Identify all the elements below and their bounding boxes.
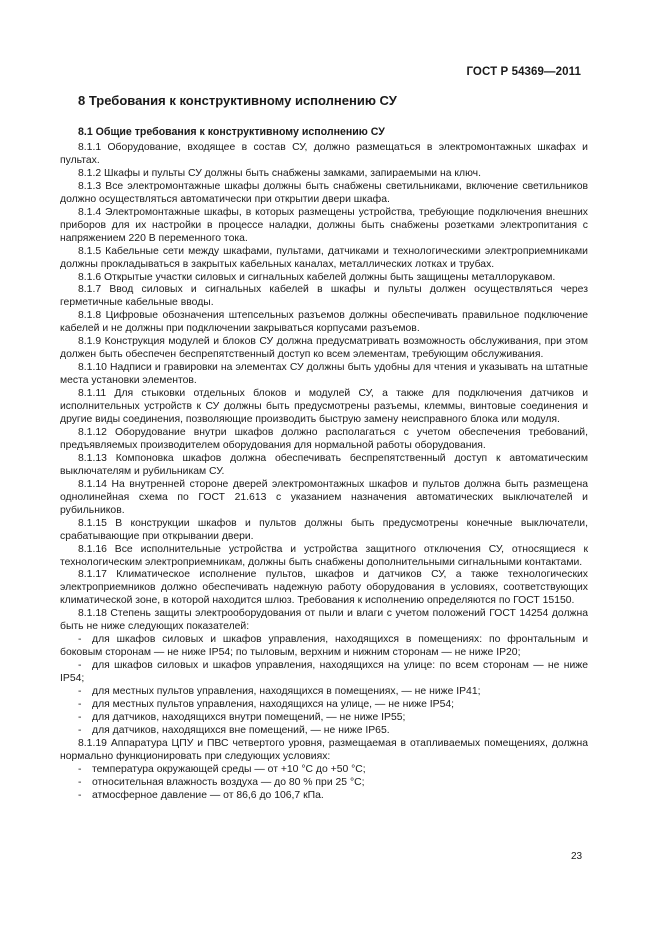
document-body — [60, 142, 588, 803]
list-item-text: для шкафов силовых и шкафов управления, находящихся на улице: по всем сторонам — не ниже IP54; — [60, 660, 588, 685]
list-item-text: для датчиков, находящихся внутри помещений, — не ниже IP55; — [92, 711, 406, 723]
paragraph-8-1-18: 8.1.18 Степень защиты электрооборудования от пыли и влаги с учетом положений ГОСТ 14254 должна быть не ниже следующих показателей: — [60, 608, 588, 633]
paragraph-8-1-3: 8.1.3 Все электромонтажные шкафы должны быть снабжены светильниками, включение светильников должно осуществляться автоматически при открытии двери шкафа. — [60, 180, 588, 205]
paragraph-8-1-11: 8.1.11 Для стыковки отдельных блоков и модулей СУ, а также для подключения датчиков и исполнительных устройств к СУ должны быть предусмотрены разъемы, клеммы, винтовые соединения и другие виды соединения, позволяющие производить быструю замену неисправного блока или модуля. — [60, 388, 588, 426]
bullet-dash: - — [78, 686, 82, 698]
list-item-text: температура окружающей среды — от +10 °С до +50 °С; — [92, 763, 366, 775]
paragraph-8-1-17: 8.1.17 Климатическое исполнение пультов, шкафов и датчиков СУ, а также технологических электроприемников должно обеспечивать надежную работу оборудования в условиях, соответствующих климатической зоне, в которой находится шлюз. Требования к исполнению определяются по ГОСТ 15150. — [60, 569, 588, 607]
paragraph-8-1-15: 8.1.15 В конструкции шкафов и пультов должны быть предусмотрены конечные выключатели, срабатывающие при открывании двери. — [60, 517, 588, 542]
bullet-dash: - — [78, 763, 82, 775]
bullet-dash: - — [78, 789, 82, 801]
paragraph-8-1-1: 8.1.1 Оборудование, входящее в состав СУ, должно размещаться в электромонтажных шкафах и пультах. — [60, 142, 588, 166]
list-item — [60, 790, 588, 803]
paragraph-8-1-2: 8.1.2 Шкафы и пульты СУ должны быть снабжены замками, запираемыми на ключ. — [78, 167, 481, 179]
paragraph-8-1-12: 8.1.12 Оборудование внутри шкафов должно располагаться с учетом обеспечения требований, предъявляемых производителем оборудования для нормальной работы оборудования. — [60, 426, 588, 451]
paragraph-8-1-5: 8.1.5 Кабельные сети между шкафами, пультами, датчиками и технологическими электроприемниками должны прокладываться в закрытых кабельных каналах, металлических лотках и трубах. — [60, 245, 588, 270]
page-number: 23 — [571, 851, 583, 862]
list-item-text: относительная влажность воздуха — до 80 % при 25 °С; — [92, 776, 365, 788]
paragraph-8-1-14: 8.1.14 На внутренней стороне дверей электромонтажных шкафов и пультов должна быть размещена однолинейная схема по ГОСТ 21.613 с указанием назначения автоматических выключателей и рубильников. — [60, 478, 588, 516]
paragraph-8-1-16: 8.1.16 Все исполнительные устройства и устройства защитного отключения СУ, относящиеся к технологическим электроприемникам, должны быть снабжены дополнительными сигнальными контактами. — [60, 543, 588, 568]
paragraph-8-1-6: 8.1.6 Открытые участки силовых и сигнальных кабелей должны быть защищены металлорукавом. — [78, 271, 556, 283]
paragraph-8-1-4: 8.1.4 Электромонтажные шкафы, в которых размещены устройства, требующие подключения внешних приборов для их настройки в процессе наладки, должны быть снабжены розетками электропитания с напряжением 220 В переменного тока. — [60, 206, 588, 244]
section-title: 8 Требования к конструктивному исполнению СУ — [78, 93, 397, 108]
paragraph-8-1-9: 8.1.9 Конструкция модулей и блоков СУ должна предусматривать возможность обслуживания, при этом должен быть обеспечен беспрепятственный доступ ко всем элементам, требующим обслуживания. — [60, 336, 588, 361]
list-item — [60, 686, 588, 699]
list-item-text: атмосферное давление — от 86,6 до 106,7 кПа. — [92, 789, 324, 801]
list-item — [60, 725, 588, 738]
paragraph-8-1-13: 8.1.13 Компоновка шкафов должна обеспечивать беспрепятственный доступ к автоматическим выключателям и рубильникам СУ. — [60, 452, 588, 477]
list-item-text: для шкафов силовых и шкафов управления, находящихся в помещениях: по фронтальным и боковым сторонам — не ниже IP54; по тыловым, верхним и нижним сторонам — не ниже IP20; — [60, 634, 588, 659]
bullet-dash: - — [78, 711, 82, 723]
bullet-dash: - — [78, 724, 82, 736]
list-item — [60, 699, 588, 712]
list-item — [60, 764, 588, 777]
paragraph-8-1-19: 8.1.19 Аппаратура ЦПУ и ПВС четвертого уровня, размещаемая в отапливаемых помещениях, должна нормально функционировать при следующих условиях: — [60, 737, 588, 762]
bullet-dash: - — [78, 698, 82, 710]
list-item-text: для местных пультов управления, находящихся в помещениях, — не ниже IP41; — [92, 686, 481, 698]
bullet-dash: - — [78, 776, 82, 788]
bullet-dash: - — [78, 660, 82, 672]
list-item — [60, 712, 588, 725]
bullet-dash: - — [78, 634, 82, 646]
paragraph-8-1-10: 8.1.10 Надписи и гравировки на элементах СУ должны быть удобны для чтения и указывать на штатные места установки элементов. — [60, 362, 588, 387]
list-item-text: для местных пультов управления, находящихся на улице, — не ниже IP54; — [92, 698, 455, 710]
list-item — [60, 634, 588, 660]
subsection-title: 8.1 Общие требования к конструктивному исполнению СУ — [78, 126, 385, 138]
standard-header: ГОСТ Р 54369—2011 — [466, 66, 581, 78]
paragraph-8-1-7: 8.1.7 Ввод силовых и сигнальных кабелей в шкафы и пульты должен осуществляться через герметичные кабельные вводы. — [60, 284, 588, 309]
list-item — [60, 660, 588, 686]
paragraph-8-1-8: 8.1.8 Цифровые обозначения штепсельных разъемов должны обеспечивать правильное подключение кабелей и не должны при подключении закрываться корпусами разъемов. — [60, 310, 588, 335]
list-item-text: для датчиков, находящихся вне помещений, — не ниже IP65. — [92, 724, 390, 736]
list-item — [60, 777, 588, 790]
